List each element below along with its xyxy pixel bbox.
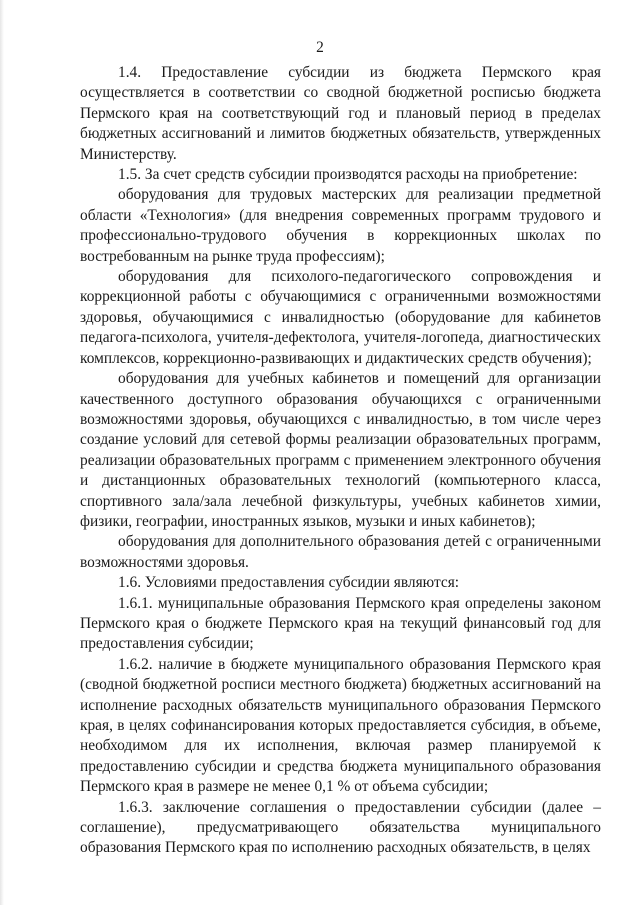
paragraph-1-6-1: 1.6.1. муниципальные образования Пермского края определены законом Пермского края о бюджете Пермского края на текущий финансовый год для предоставления субсидии; xyxy=(80,594,601,653)
paragraph-1-6: 1.6. Условиями предоставления субсидии являются: xyxy=(118,574,460,592)
scan-edge-shadow xyxy=(0,0,4,905)
list-item-workshop-equipment: оборудования для трудовых мастерских для реализации предметной области «Технология» (для внедрения современных программ трудового и профессионально-трудового обучения в коррекционных школах по востребованным на рынке труда профессиям); xyxy=(80,186,601,265)
paragraph-1-6-2: 1.6.2. наличие в бюджете муниципального образования Пермского края (сводной бюджетной росписи местного бюджета) бюджетных ассигнований на исполнение расходных обязательств муниципального образования Пермского края, в целях софинансирования которых предоставляется субсидия, в объеме, необходимом для их исполнения, включая размер планируемой к предоставлению субсидии и средства бюджета муниципального образования Пермского края в размере не менее 0,1 % от объема субсидии; xyxy=(80,655,601,796)
paragraph-1-4: 1.4. Предоставление субсидии из бюджета Пермского края осуществляется в соответствии со сводной бюджетной росписью бюджета Пермского края на соответствующий год и плановый период в пределах бюджетных ассигнований и лимитов бюджетных обязательств, утвержденных Министерству. xyxy=(80,64,601,163)
document-body xyxy=(80,63,601,859)
paragraph-1-6-3: 1.6.3. заключение соглашения о предоставлении субсидии (далее – соглашение), предусматривающего обязательства муниципального образования Пермского края по исполнению расходных обязательств, в целях xyxy=(80,798,601,857)
list-item-psychological-support-equipment: оборудования для психолого-педагогического сопровождения и коррекционной работы с обучающимися с ограниченными возможностями здоровья, обучающимися с инвалидностью (оборудование для кабинетов педагога-психолога, учителя-дефектолога, учителя-логопеда, диагностических комплексов, коррекционно-развивающих и дидактических средств обучения); xyxy=(80,268,601,367)
list-item-classroom-equipment: оборудования для учебных кабинетов и помещений для организации качественного доступного образования обучающихся с ограниченными возможностями здоровья, обучающихся с инвалидностью, в том числе через создание условий для сетевой формы реализации образовательных программ, реализации образовательных программ с применением электронного обучения и дистанционных образовательных технологий (компьютерного класса, спортивного зала/зала лечебной физкультуры, учебных кабинетов химии, физики, географии, иностранных языков, музыки и иных кабинетов); xyxy=(80,370,601,530)
list-item-additional-education-equipment: оборудования для дополнительного образования детей с ограниченными возможностями здоровья. xyxy=(80,533,601,571)
paragraph-1-5: 1.5. За счет средств субсидии производятся расходы на приобретение: xyxy=(118,166,578,184)
page-number: 2 xyxy=(316,39,324,56)
